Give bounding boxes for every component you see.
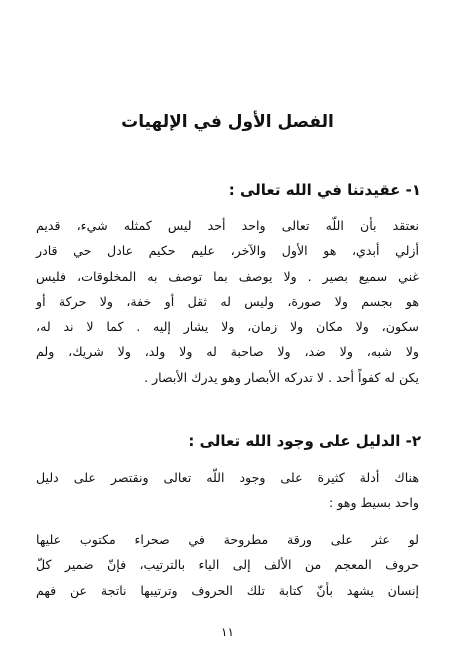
text-line: أزلي أبدي، هو الأول والآخر، عليم حكيم عادل حي قادر (36, 243, 419, 259)
text-line: ولا شبه، ولا ضد، ولا صاحبة له ولا ولد، ولا شريك، ولم (36, 344, 419, 360)
section-heading-beliefs: ١- عقيدتنا في الله تعالى : (228, 181, 421, 199)
text-line: لو عثر على ورقة مطروحة في صحراء مكتوب عليها (36, 532, 419, 547)
paragraph-evidence-intro (36, 465, 419, 516)
page-number: ١١ (221, 625, 234, 639)
text-line: غني سميع بصير . ولا يوصف بما توصف به المخلوقات، فليس (36, 268, 419, 284)
text-line: حروف المعجم من الألف إلى الياء بالترتيب، فإنّ ضمير كلّ (36, 557, 419, 573)
chapter-title: الفصل الأول في الإلهيات (121, 112, 334, 132)
paragraph-beliefs (36, 213, 419, 390)
section-heading-evidence: ٢- الدليل على وجود الله تعالى : (188, 432, 421, 450)
text-line: واحد بسيط وهو : (329, 495, 419, 511)
text-line: هو بجسم ولا صورة، وليس له ثقل أو خفة، ولا حركة أو (36, 293, 419, 309)
text-line: يكن له كفواً أحد . لا تدركه الأبصار وهو يدرك الأبصار . (144, 369, 419, 385)
text-line: هناك أدلة كثيرة على وجود اللّه تعالى ونقتصر على دليل (36, 470, 419, 485)
text-line: سكون، ولا مكان ولا زمان، ولا يشار إليه . كما لا ند له، (36, 319, 419, 335)
paragraph-evidence-example (36, 527, 419, 603)
text-line: نعتقد بأن اللّه تعالى واحد أحد ليس كمثله شيء، قديم (36, 218, 419, 233)
text-line: إنسان يشهد بأنّ كتابة تلك الحروف وترتيبها ناتجة عن فهم (36, 582, 419, 598)
